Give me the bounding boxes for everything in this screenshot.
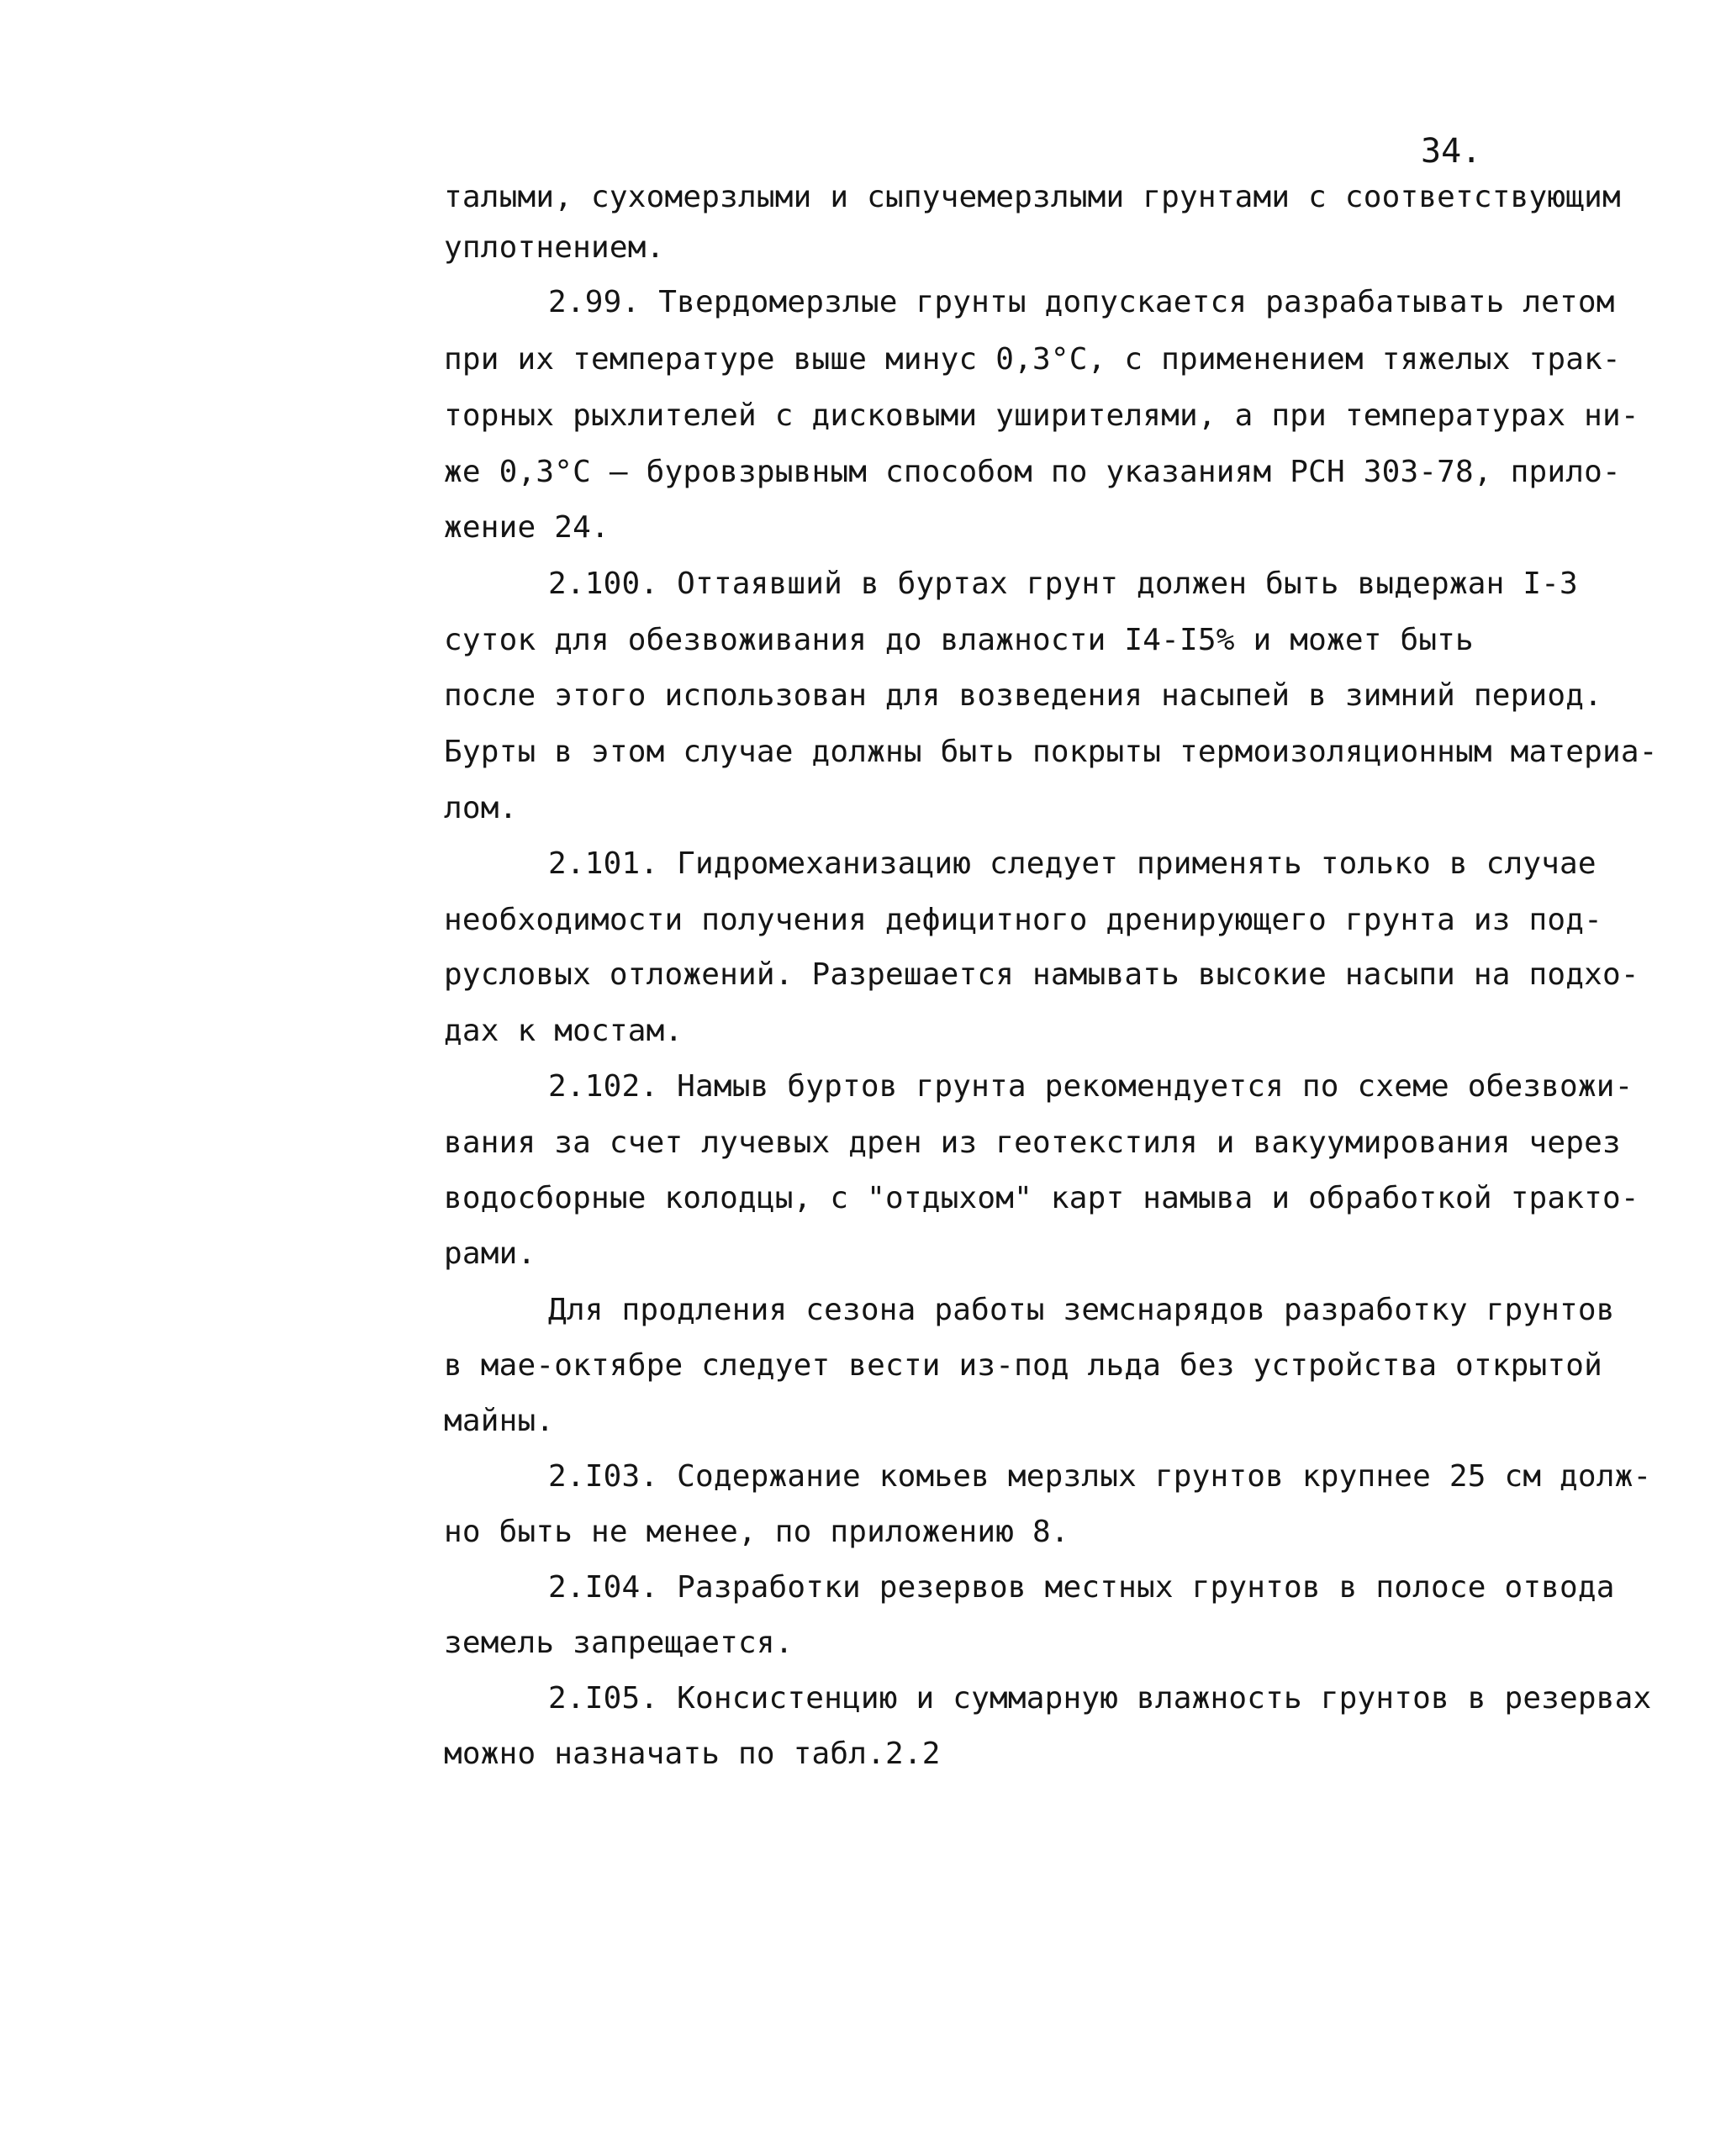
text-line: 2.99. Твердомерзлые грунты допускается разрабатывать летом xyxy=(548,285,1615,319)
text-line: земель запрещается. xyxy=(444,1626,794,1660)
text-line: дах к мостам. xyxy=(444,1014,683,1048)
text-line: но быть не менее, по приложению 8. xyxy=(444,1515,1069,1549)
text-line: суток для обезвоживания до влажности I4-I5% и может быть xyxy=(444,623,1474,657)
text-line: талыми, сухомерзлыми и сыпучемерзлыми грунтами с соответствующим xyxy=(444,180,1621,214)
text-line: при их температуре выше минус 0,3°С, с применением тяжелых трак- xyxy=(444,342,1621,377)
page-number: 34. xyxy=(1421,132,1482,171)
text-line: в мае-октябре следует вести из-под льда без устройства открытой xyxy=(444,1348,1603,1383)
text-line: 2.100. Оттаявший в буртах грунт должен быть выдержан I-3 xyxy=(548,567,1578,601)
text-line: можно назначать по табл.2.2 xyxy=(444,1737,941,1771)
text-line: уплотнением. xyxy=(444,230,665,265)
text-line: 2.I05. Консистенцию и суммарную влажность грунтов в резервах xyxy=(548,1681,1652,1716)
text-line: русловых отложений. Разрешается намывать высокие насыпи на подхо- xyxy=(444,957,1639,992)
text-line: 2.I04. Разработки резервов местных грунтов в полосе отвода xyxy=(548,1570,1615,1605)
text-line: рами. xyxy=(444,1236,536,1271)
text-line: после этого использован для возведения насыпей в зимний период. xyxy=(444,678,1603,713)
text-line: Для продления сезона работы земснарядов разработку грунтов xyxy=(548,1293,1615,1327)
text-line: 2.101. Гидромеханизацию следует применять только в случае xyxy=(548,846,1597,881)
text-line: торных рыхлителей с дисковыми уширителями, а при температурах ни- xyxy=(444,398,1639,433)
text-line: 2.I03. Содержание комьев мерзлых грунтов крупнее 25 см долж- xyxy=(548,1459,1652,1494)
text-line: лом. xyxy=(444,791,518,825)
text-line: жение 24. xyxy=(444,510,610,545)
text-line: Бурты в этом случае должны быть покрыты термоизоляционным материа- xyxy=(444,735,1658,769)
text-line: 2.102. Намыв буртов грунта рекомендуется по схеме обезвожи- xyxy=(548,1069,1633,1104)
text-line: майны. xyxy=(444,1404,555,1438)
text-line: необходимости получения дефицитного дренирующего грунта из под- xyxy=(444,903,1603,937)
text-line: водосборные колодцы, с "отдыхом" карт намыва и обработкой тракто- xyxy=(444,1181,1639,1215)
text-line: вания за счет лучевых дрен из геотекстиля и вакуумирования через xyxy=(444,1125,1621,1160)
text-line: же 0,3°С – буровзрывным способом по указаниям РСН 303-78, прило- xyxy=(444,455,1621,489)
